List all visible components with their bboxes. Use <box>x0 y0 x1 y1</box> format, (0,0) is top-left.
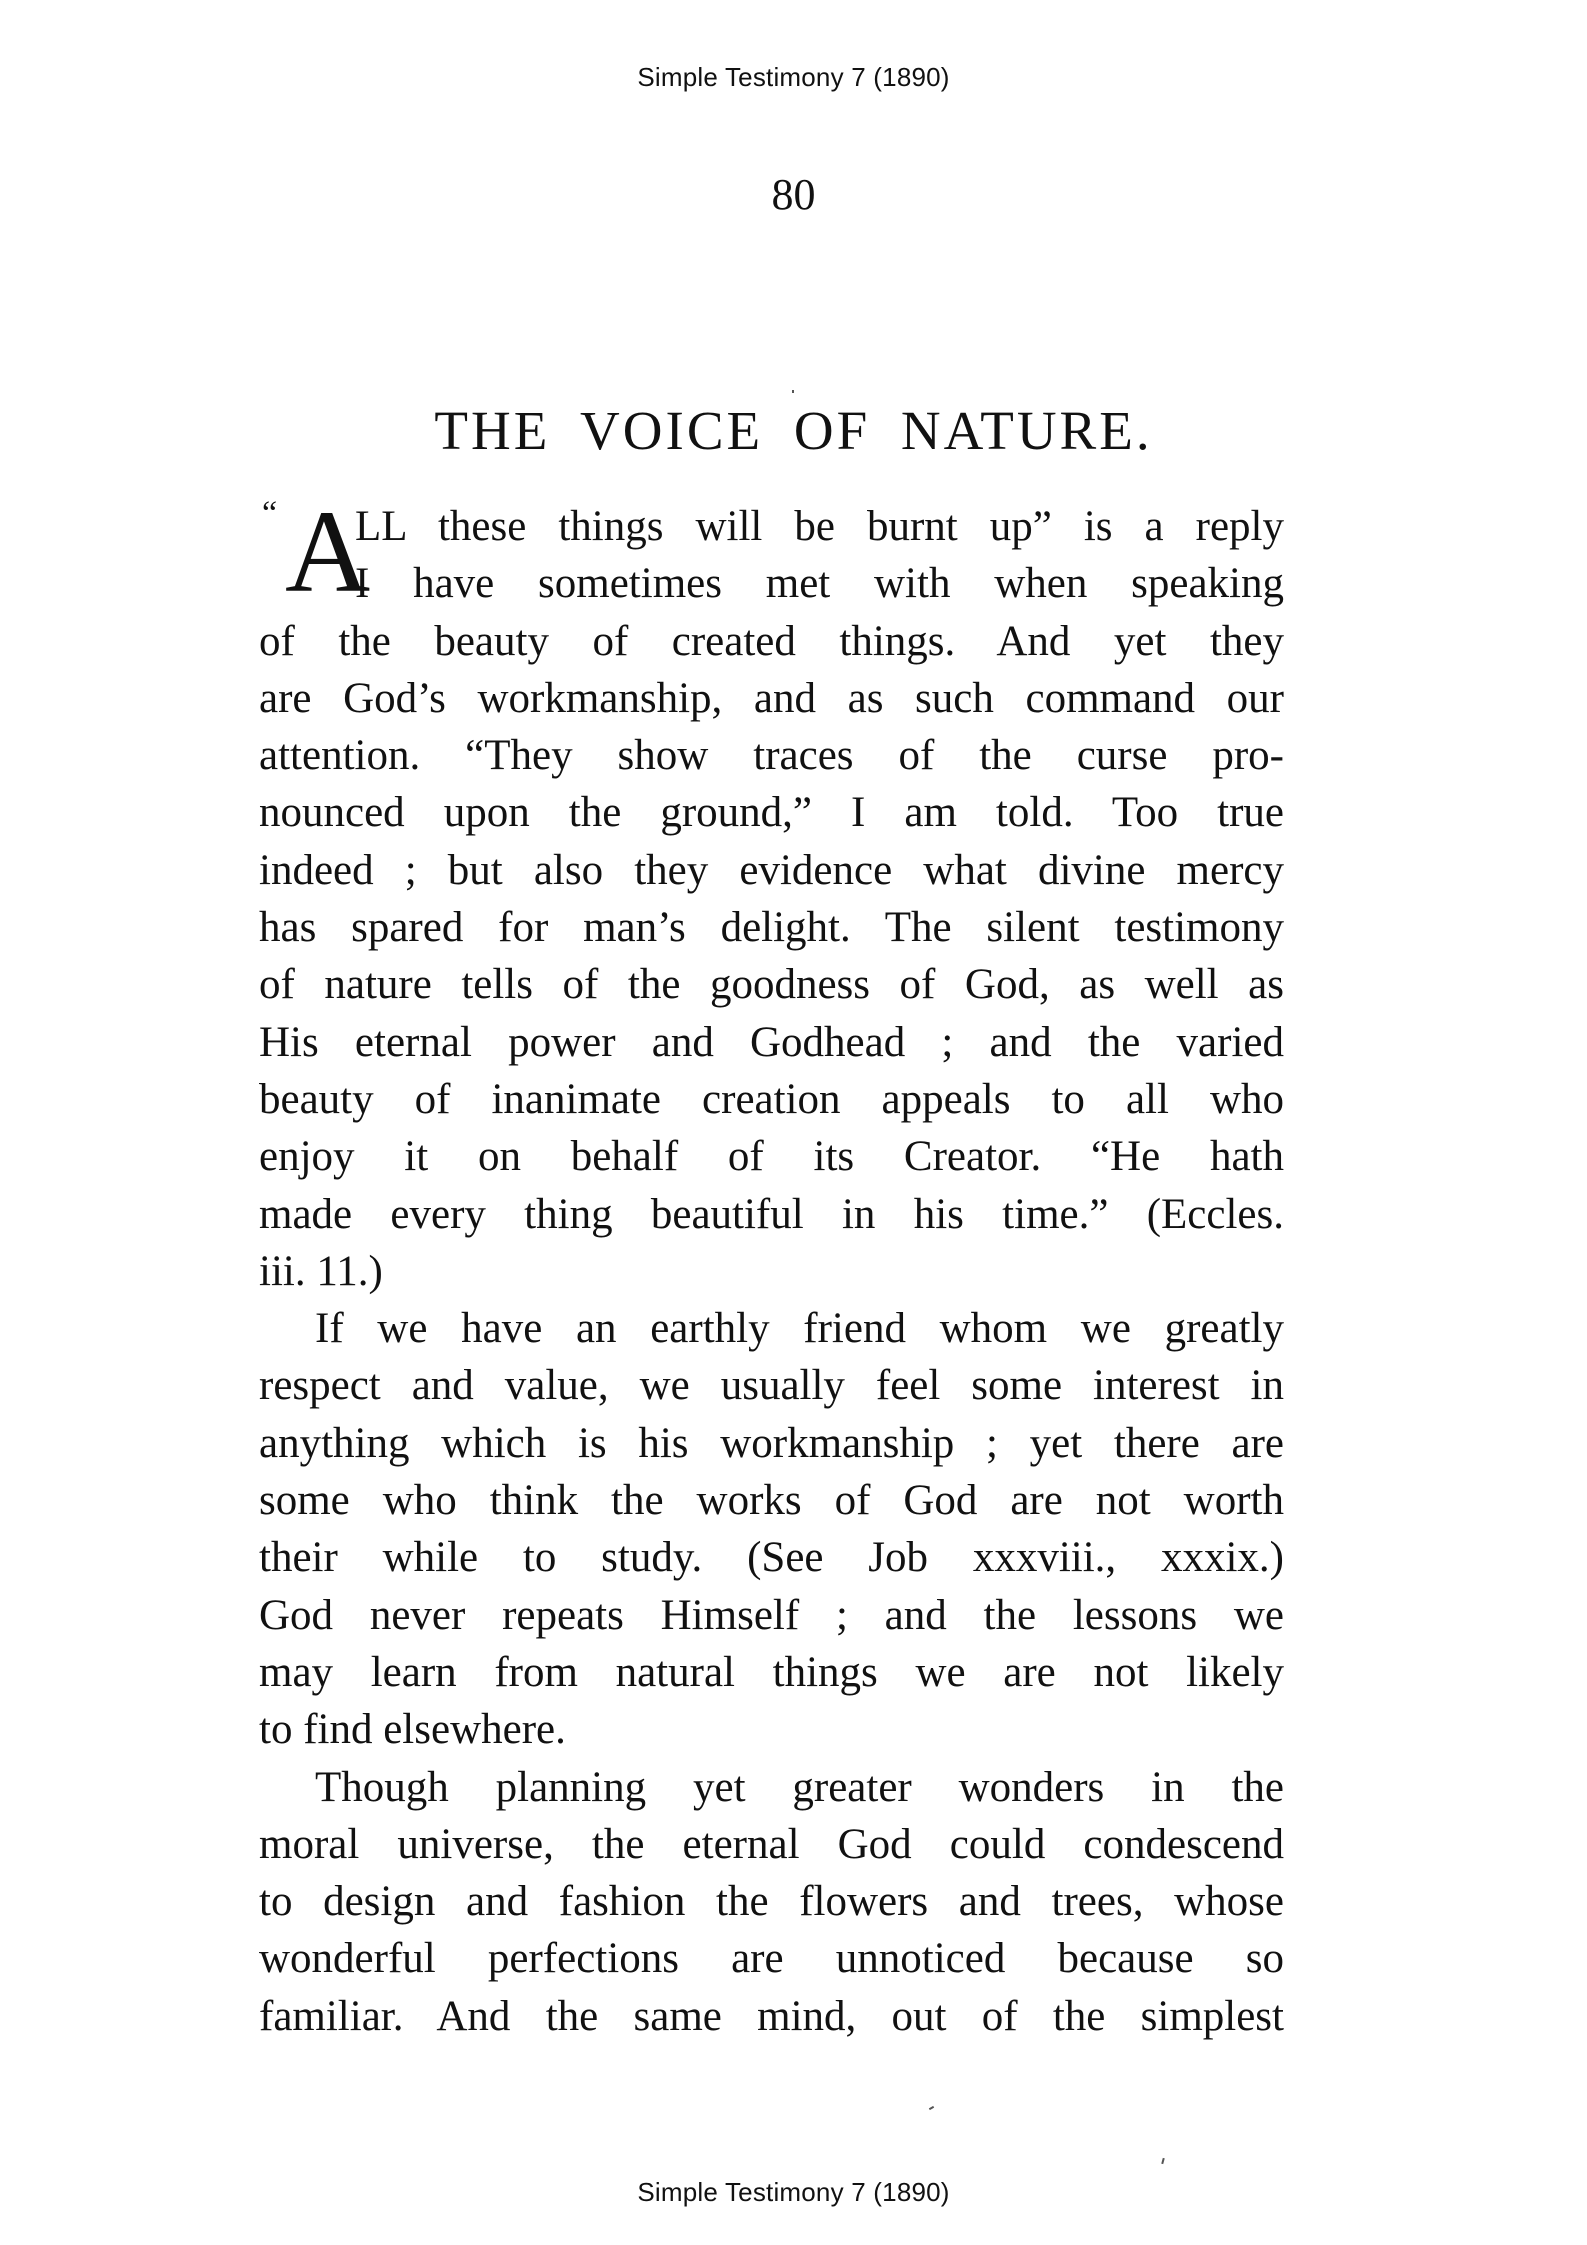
text-line: respect and value, we usually feel some interest in <box>259 1362 1284 1410</box>
text-line: may learn from natural things we are not likely <box>259 1648 1284 1696</box>
text-line: familiar. And the same mind, out of the simplest <box>259 1992 1284 2040</box>
paragraph-3 <box>259 1759 1284 2045</box>
text-line: His eternal power and Godhead ; and the varied <box>259 1018 1284 1066</box>
text-line: made every thing beautiful in his time.” (Eccles. <box>259 1190 1284 1238</box>
text-line: God never repeats Himself ; and the lessons we <box>259 1591 1284 1639</box>
text-line: to find elsewhere. <box>259 1706 566 1754</box>
text-line: I have sometimes met with when speaking <box>355 560 1284 608</box>
text-line: wonderful perfections are unnoticed because so <box>259 1935 1284 1983</box>
text-line: anything which is his workmanship ; yet there are <box>259 1419 1284 1467</box>
scan-speck <box>929 2106 934 2110</box>
text-line: “ A LL these things will be burnt up” is a reply <box>262 486 1284 617</box>
text-line: enjoy it on behalf of its Creator. “He hath <box>259 1133 1284 1181</box>
text-line: are God’s workmanship, and as such command our <box>259 674 1284 722</box>
paragraph-1 <box>259 486 1284 1300</box>
text-line: of the beauty of created things. And yet they <box>259 617 1284 665</box>
text-line: moral universe, the eternal God could condescend <box>259 1820 1284 1868</box>
text-line: attention. “They show traces of the curse pro- <box>259 732 1284 780</box>
text-line: beauty of inanimate creation appeals to all who <box>259 1075 1284 1123</box>
text-line: If we have an earthly friend whom we greatly <box>315 1305 1284 1353</box>
text-line: of nature tells of the goodness of God, as well as <box>259 961 1284 1009</box>
opening-quote-mark: “ <box>262 495 278 532</box>
drop-cap-letter: A <box>285 486 371 617</box>
text-line: their while to study. (See Job xxxviii., xxxix.) <box>259 1534 1284 1582</box>
chapter-title: THE VOICE OF NATURE. <box>434 400 1153 461</box>
text-line: nounced upon the ground,” I am told. Too true <box>259 789 1284 837</box>
paragraph-2 <box>259 1300 1284 1758</box>
running-header: Simple Testimony 7 (1890) <box>637 62 950 92</box>
text-line: iii. 11.) <box>259 1247 383 1295</box>
scan-speck <box>1161 2158 1164 2164</box>
scan-speck <box>792 390 794 393</box>
running-footer: Simple Testimony 7 (1890) <box>637 2177 950 2207</box>
text-line: Though planning yet greater wonders in the <box>315 1763 1284 1811</box>
page-number: 80 <box>771 170 816 219</box>
text-line: indeed ; but also they evidence what divine mercy <box>259 846 1284 894</box>
text-line: some who think the works of God are not worth <box>259 1477 1284 1525</box>
text-line: to design and fashion the flowers and trees, whose <box>259 1878 1284 1926</box>
body-text <box>259 486 1284 2045</box>
text-line: has spared for man’s delight. The silent testimony <box>259 904 1284 952</box>
